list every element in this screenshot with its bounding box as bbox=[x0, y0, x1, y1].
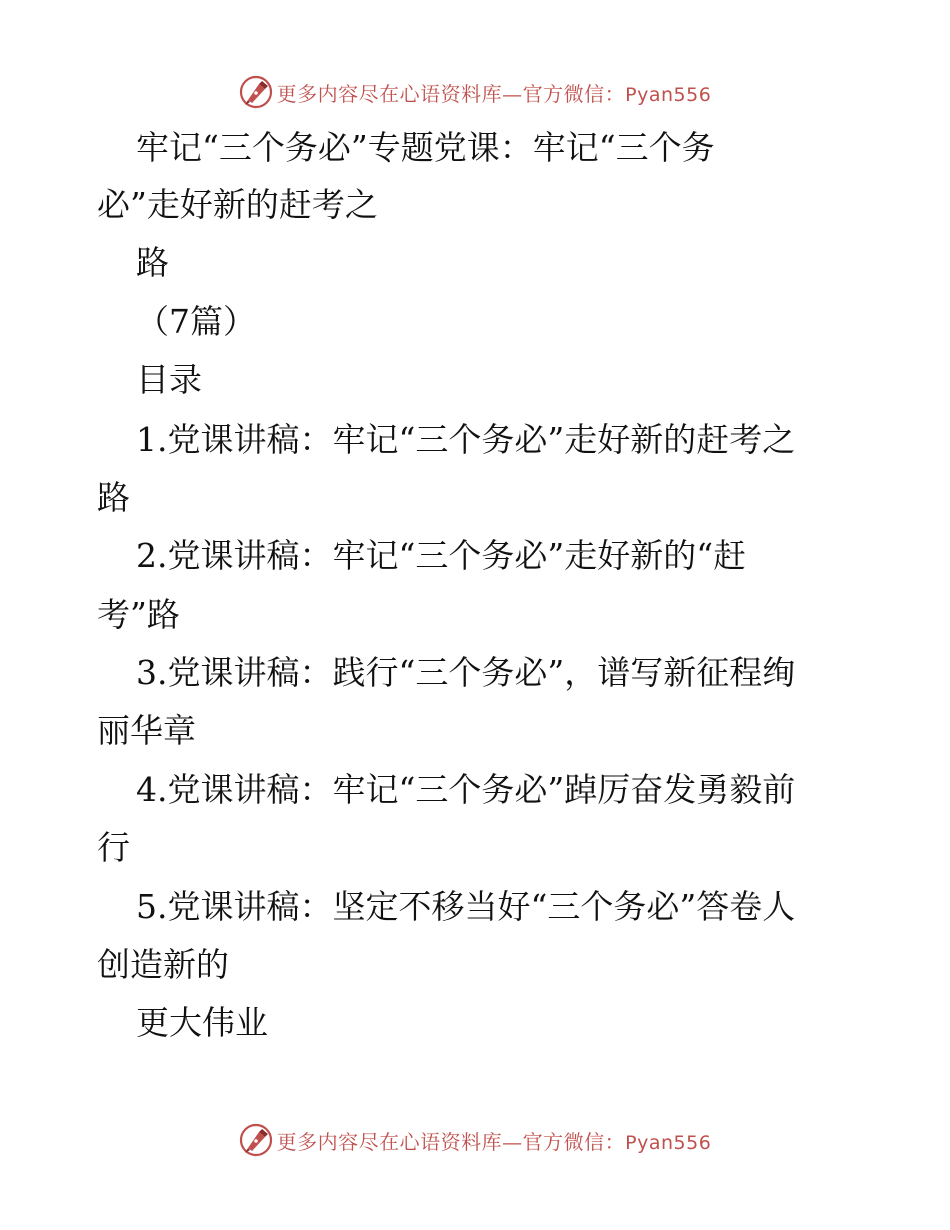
document-title-line-1: 牢记“三个务必”专题党课：牢记“三个务 bbox=[136, 128, 715, 167]
toc-heading: 目录 bbox=[136, 360, 202, 399]
toc-item-2: 2.党课讲稿：牢记“三个务必”走好新的“赶 bbox=[136, 536, 747, 575]
footer-watermark bbox=[0, 1120, 950, 1160]
toc-item-4: 4.党课讲稿：牢记“三个务必”踔厉奋发勇毅前 bbox=[136, 770, 796, 809]
watermark-wechat-id: Pyan556 bbox=[625, 1131, 712, 1154]
watermark-wechat-id: Pyan556 bbox=[625, 83, 712, 106]
watermark-text bbox=[277, 78, 712, 107]
toc-item-1-continuation: 路 bbox=[97, 478, 130, 517]
toc-item-4-continuation: 行 bbox=[97, 828, 130, 867]
toc-item-3: 3.党课讲稿：践行“三个务必”，谱写新征程绚 bbox=[136, 653, 796, 692]
toc-item-3-continuation: 丽华章 bbox=[97, 711, 196, 750]
header-watermark bbox=[0, 72, 950, 112]
fountain-pen-logo-icon bbox=[239, 1123, 273, 1157]
fountain-pen-logo-icon bbox=[239, 75, 273, 109]
toc-item-5: 5.党课讲稿：坚定不移当好“三个务必”答卷人 bbox=[136, 887, 796, 926]
toc-item-1: 1.党课讲稿：牢记“三个务必”走好新的赶考之 bbox=[136, 420, 796, 459]
toc-item-5-continuation-2: 更大伟业 bbox=[136, 1003, 268, 1042]
watermark-label: 更多内容尽在心语资料库—官方微信： bbox=[276, 1129, 626, 1154]
document-count: （7篇） bbox=[136, 302, 256, 341]
toc-item-5-continuation: 创造新的 bbox=[97, 945, 229, 984]
document-title-line-3: 路 bbox=[136, 243, 169, 282]
toc-item-2-continuation: 考”路 bbox=[97, 595, 180, 634]
watermark-text bbox=[277, 1126, 712, 1155]
watermark-label: 更多内容尽在心语资料库—官方微信： bbox=[276, 81, 626, 106]
document-title-line-2: 必”走好新的赶考之 bbox=[97, 185, 378, 224]
